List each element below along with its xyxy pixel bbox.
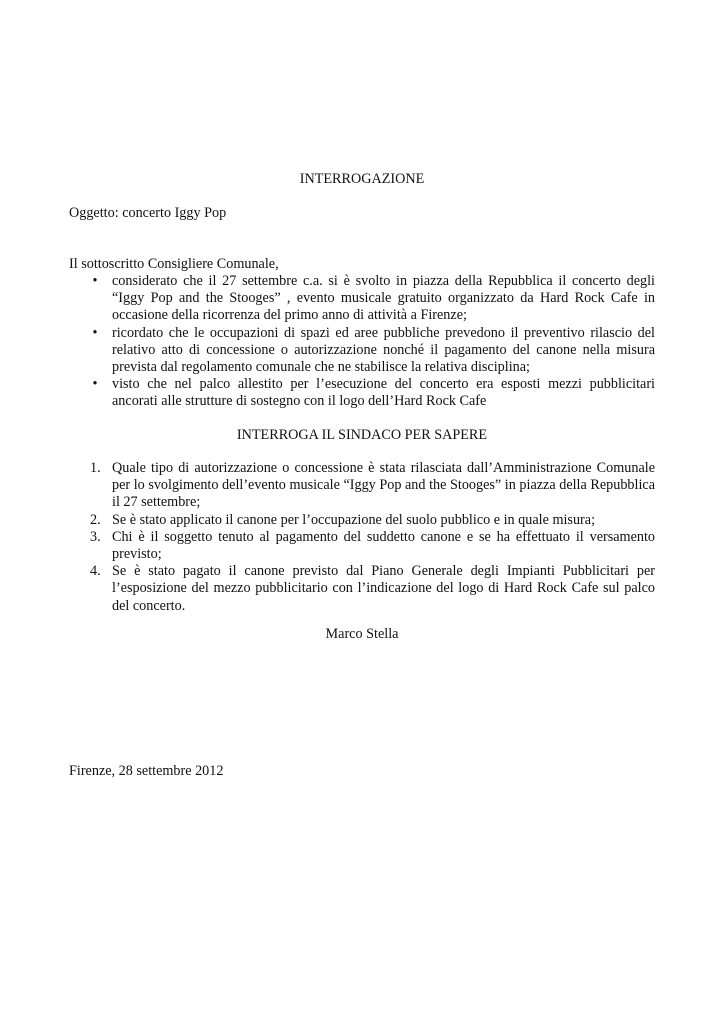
question-number: 1. — [90, 460, 101, 476]
question-item — [69, 563, 655, 615]
premise-item — [69, 325, 655, 377]
question-text: Quale tipo di autorizzazione o concessione è stata rilasciata dall’Amministrazione Comunale per lo svolgimento dell’evento musicale “Iggy Pop and the Stooges” in piazza della Repubblica il 27 settembre; — [112, 460, 655, 511]
document-title: INTERROGAZIONE — [299, 171, 425, 187]
bullet-icon: • — [92, 376, 98, 393]
premises-list — [69, 273, 655, 411]
question-text: Se è stato pagato il canone previsto dal Piano Generale degli Impianti Pubblicitari per l’esposizione del mezzo pubblicitario con l’indicazione del logo di Hard Rock Cafe sul palco del concerto. — [112, 563, 655, 614]
premise-text: ricordato che le occupazioni di spazi ed aree pubbliche prevedono il preventivo rilascio del relativo atto di concessione o autorizzazione nonché il pagamento del canone nella misura prevista dal regolamento comunale che ne stabilisce la relativa disciplina; — [112, 324, 655, 376]
bullet-icon: • — [92, 324, 98, 341]
question-number: 4. — [90, 563, 101, 580]
questions-list — [69, 460, 655, 615]
question-item — [69, 512, 655, 529]
premise-text: visto che nel palco allestito per l’esecuzione del concerto era esposti mezzi pubblicitari ancorati alle strutture di sostegno con il logo dell’Hard Rock Cafe — [112, 376, 655, 410]
document-subject: Oggetto: concerto Iggy Pop — [69, 205, 227, 221]
question-text: Se è stato applicato il canone per l’occupazione del suolo pubblico e in quale misura; — [112, 511, 596, 528]
section-heading: INTERROGA IL SINDACO PER SAPERE — [236, 427, 488, 443]
question-item — [69, 460, 655, 512]
question-text: Chi è il soggetto tenuto al pagamento del suddetto canone e se ha effettuato il versamento previsto; — [112, 528, 655, 563]
question-number: 2. — [90, 511, 101, 528]
place-date: Firenze, 28 settembre 2012 — [69, 763, 224, 779]
question-number: 3. — [90, 528, 101, 545]
document-intro: Il sottoscritto Consigliere Comunale, — [69, 256, 279, 272]
signature: Marco Stella — [325, 626, 399, 642]
bullet-icon: • — [92, 273, 98, 289]
premise-text: considerato che il 27 settembre c.a. si è svolto in piazza della Repubblica il concerto degli “Iggy Pop and the Stooges” , evento musicale gratuito organizzato da Hard Rock Cafe in occasione della ricorrenza del primo anno di attività a Firenze; — [112, 273, 655, 324]
question-item — [69, 529, 655, 563]
premise-item — [69, 273, 655, 325]
premise-item — [69, 376, 655, 410]
